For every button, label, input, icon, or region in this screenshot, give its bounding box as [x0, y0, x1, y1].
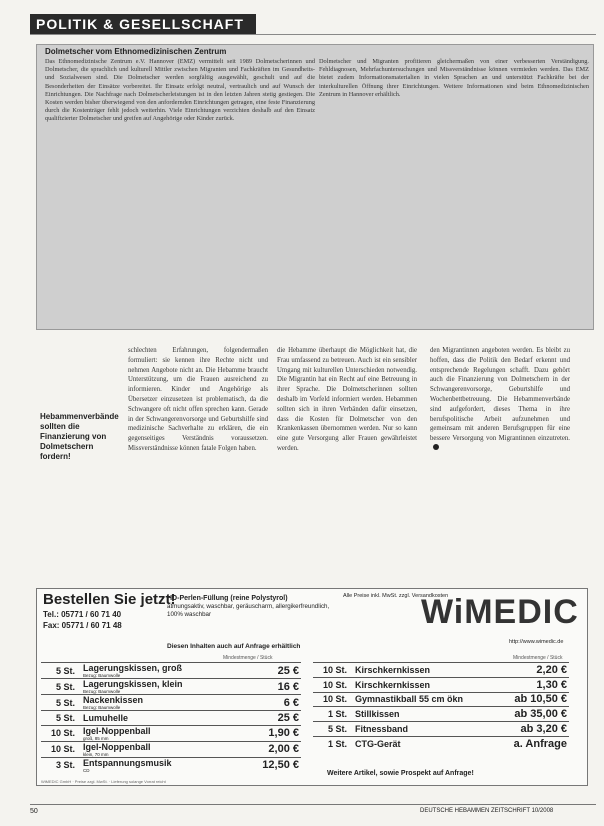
row-product-sub: Bezug: Baumwolle — [83, 673, 121, 678]
row-quantity: 10 St. — [313, 663, 353, 678]
price-row — [313, 736, 569, 750]
row-quantity: 5 St. — [41, 663, 81, 679]
row-product — [353, 677, 499, 692]
info-box-left-text: Das Ethnomedizinische Zentrum e.V. Hannover (EMZ) vermittelt seit 1989 Dolmetscherinnen und Dolmetscher, die sprachlich und kulturell Mittler zwischen Migranten und Fachkräften im Gesundheits- und Sozialwesen sind. Die Dolmetscher werden sorgfältig ausgewählt, geschult und auf die Besonderheiten der Einsätze vorbereitet. Ihr Einsatz erfolgt neutral, vertraulich und auf Wunsch der Einrichtungen. Die Nachfrage nach Dolmetscherleistungen ist in den letzten Jahren stetig gestiegen. Die Kosten werden bisher überwiegend von den anfordernden Einrichtungen getragen, eine feste Finanzierung durch die Kostenträger fehlt jedoch weiterhin. Viele Einrichtungen verzichten deshalb auf den Einsatz qualifizierter Dolmetscher und greifen auf Angehörige oder Kinder zurück. — [45, 58, 315, 123]
price-row — [313, 692, 569, 707]
row-product — [353, 707, 499, 722]
price-row — [41, 757, 301, 773]
row-product-sub: CD — [83, 767, 90, 773]
article-column-3-text: den Migrantinnen angeboten werden. Es bleibt zu hoffen, dass die Politik den Bedarf erkennt und entsprechende Regelungen schafft. Dazu gehört auch die Finanzierung von Dolmetschern in der Schwangerenvorsorge, Geburtshilfe und Wochenbettbetreuung. Die Hebammenverbände sind aufgefordert, dieses Thema in ihre berufspolitische Arbeit aufzunehmen und gemeinsam mit anderen Berufsgruppen für eine bessere Versorgung von Migrantinnen einzutreten. — [430, 347, 570, 443]
info-box-title: Dolmetscher vom Ethnomedizinischen Zentrum — [45, 47, 227, 56]
ad-col-header-right: Mindestmenge / Stück — [513, 655, 563, 661]
row-price: ab 35,00 € — [499, 707, 569, 722]
end-mark-icon — [433, 444, 439, 450]
row-quantity: 10 St. — [41, 741, 81, 757]
row-product — [353, 692, 499, 707]
ad-contact — [43, 609, 122, 631]
ad-fax: Fax: 05771 / 60 71 48 — [43, 621, 122, 630]
row-product-name: Entspannungsmusik — [83, 757, 172, 768]
header-rule — [30, 34, 596, 35]
row-price: 6 € — [231, 695, 301, 711]
row-product — [81, 711, 231, 726]
row-price: a. Anfrage — [499, 736, 569, 750]
ad-product-info — [167, 595, 337, 619]
row-quantity: 1 St. — [313, 707, 353, 722]
price-row — [313, 707, 569, 722]
row-product-name: Igel-Noppenball — [83, 725, 151, 736]
ad-note: Alle Preise inkl. MwSt. zzgl. Versandkosten — [343, 593, 449, 599]
row-product-sub: Bezug: Baumwolle — [83, 689, 121, 694]
row-product-name: Kirschkernkissen — [355, 664, 431, 675]
page-number: 50 — [30, 808, 38, 815]
row-product — [81, 741, 231, 757]
row-quantity: 5 St. — [41, 711, 81, 726]
row-product — [81, 725, 231, 741]
wimedic-logo: WiMEDIC — [421, 593, 579, 631]
row-product-name: Lagerungskissen, klein — [83, 679, 183, 689]
row-product-sub: groß, 85 mm — [83, 735, 109, 741]
price-row — [41, 725, 301, 741]
row-price: 2,20 € — [499, 663, 569, 678]
row-product-name: Lagerungskissen, groß — [83, 663, 183, 673]
journal-name: DEUTSCHE HEBAMMEN ZEITSCHRIFT 10/2008 — [420, 808, 554, 814]
ad-product-text: atmungsaktiv, waschbar, geräuscharm, allergikerfreundlich, 100% waschbar — [167, 603, 330, 618]
row-price: 2,00 € — [231, 741, 301, 757]
row-quantity: 10 St. — [313, 677, 353, 692]
article-column-1: schlechten Erfahrungen, folgendermaßen formuliert: sie kennen ihre Rechte nicht und nehmen Angebote nicht an. Die Hebamme braucht Unterstützung, um die Frauen ausreichend zu informieren. Kinder und Angehörige als Übersetzer einzusetzen ist problematisch, da die Schwangere oft nicht offen sprechen kann. Gerade in der Schwangerenvorsorge und Geburtshilfe sind medizinische Sachverhalte zu erklären, die ein gegenseitiges Verständnis voraussetzen. Missverständnisse können fatale Folgen haben. — [128, 347, 268, 452]
row-price: 1,30 € — [499, 677, 569, 692]
row-product-sub: Bezug: Baumwolle — [83, 705, 121, 710]
row-price: ab 10,50 € — [499, 692, 569, 707]
price-row — [41, 695, 301, 711]
row-quantity: 1 St. — [313, 736, 353, 750]
row-product — [353, 722, 499, 737]
price-row — [41, 741, 301, 757]
ad-tail: Weitere Artikel, sowie Prospekt auf Anfrage! — [327, 770, 474, 777]
price-table-left — [41, 662, 301, 773]
advertisement — [36, 588, 588, 786]
info-box — [36, 44, 594, 330]
row-product — [81, 695, 231, 711]
article-column-2: die Hebamme überhaupt die Möglichkeit hat, die Frau umfassend zu betreuen. Auch ist ein sensibler Umgang mit kulturellen Unterschieden notwendig. Die Migrantin hat ein Recht auf eine Betreuung in ihrer Sprache. Die Dolmetscherinnen sollten deshalb im Vorfeld informiert werden. Hebammen sollten sich in ihren Verbänden dafür einsetzen, dass die Kosten für Dolmetscher von den Krankenkassen übernommen werden. Nur so kann eine gute Versorgung aller Frauen gewährleistet werden. — [277, 347, 417, 452]
price-row — [313, 677, 569, 692]
row-product-name: Stillkissen — [355, 709, 400, 720]
row-quantity: 5 St. — [313, 722, 353, 737]
row-price: 25 € — [231, 711, 301, 726]
section-header: POLITIK & GESELLSCHAFT — [30, 14, 256, 34]
ad-col-header-left: Mindestmenge / Stück — [223, 655, 273, 661]
row-product — [81, 757, 231, 773]
row-quantity: 10 St. — [41, 725, 81, 741]
row-product-sub: klein, 70 mm — [83, 751, 109, 757]
row-product-name: Kirschkernkissen — [355, 679, 431, 690]
ad-order-title: Bestellen Sie jetzt! — [43, 591, 176, 608]
row-quantity: 5 St. — [41, 679, 81, 695]
row-price: 12,50 € — [231, 757, 301, 773]
article-column-3 — [430, 346, 570, 454]
row-product — [81, 663, 231, 679]
price-row — [41, 663, 301, 679]
pull-quote: Hebammenverbände sollten die Finanzierung von Dolmetschern fordern! — [40, 412, 119, 461]
row-product — [353, 663, 499, 678]
row-price: ab 3,20 € — [499, 722, 569, 737]
price-row — [41, 679, 301, 695]
row-price: 25 € — [231, 663, 301, 679]
row-product — [353, 736, 499, 750]
row-product-name: Lumuhelle — [83, 712, 129, 723]
price-row — [313, 663, 569, 678]
row-product — [81, 679, 231, 695]
ad-product-title: HD-Perlen-Füllung (reine Polystyrol) — [167, 595, 288, 602]
price-row — [41, 711, 301, 726]
row-quantity: 3 St. — [41, 757, 81, 773]
row-product-name: Gymnastikball 55 cm ökn — [355, 694, 464, 705]
row-price: 1,90 € — [231, 725, 301, 741]
row-price: 16 € — [231, 679, 301, 695]
row-product-name: Igel-Noppenball — [83, 741, 151, 752]
row-product-name: Nackenkissen — [83, 695, 144, 705]
ad-url: http://www.wimedic.de — [509, 639, 564, 645]
row-quantity: 10 St. — [313, 692, 353, 707]
row-product-name: CTG-Gerät — [355, 738, 401, 749]
ad-phone: Tel.: 05771 / 60 71 40 — [43, 610, 122, 619]
price-table-right — [313, 662, 569, 751]
row-product-name: Fitnessband — [355, 724, 409, 735]
price-row — [313, 722, 569, 737]
ad-cta: Diesen Inhalten auch auf Anfrage erhältlich — [167, 643, 301, 650]
info-box-right-text: Dolmetscher und Migranten profitieren gleichermaßen von einer verbesserten Verständigung. Fehldiagnosen, Mehrfachuntersuchungen und Missverständnisse können vermieden werden. Das EMZ bietet zudem Informationsmaterialien in vielen Sprachen an und unterstützt Fachkräfte bei der interkulturellen Öffnung ihrer Einrichtungen. Weitere Informationen sind beim Ethnomedizinischen Zentrum in Hannover erhältlich. — [319, 58, 589, 98]
ad-fineprint: WiMEDIC GmbH · Preise zzgl. MwSt. · Lieferung solange Vorrat reicht — [41, 779, 166, 784]
row-quantity: 5 St. — [41, 695, 81, 711]
footer-rule — [30, 804, 596, 805]
